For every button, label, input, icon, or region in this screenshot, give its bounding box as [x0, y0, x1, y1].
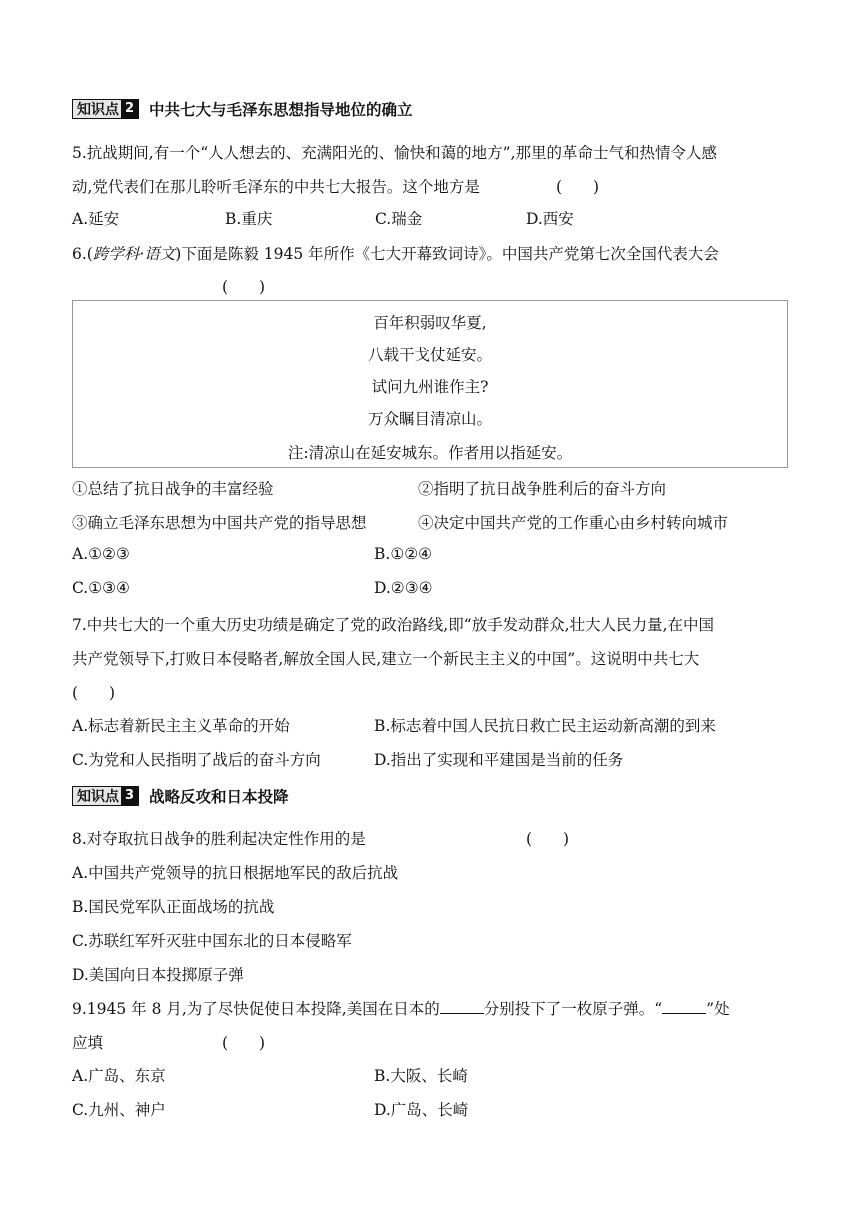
q7-option-a: A.标志着新民主主义革命的开始 [72, 717, 290, 735]
q9-line1 [72, 997, 730, 1019]
q8-option-c: C.苏联红军歼灭驻中国东北的日本侵略军 [72, 932, 352, 950]
q6-option-c: C.①③④ [72, 579, 130, 597]
q9-option-b: B.大阪、长崎 [374, 1067, 468, 1085]
knowledge-point-badge [72, 786, 139, 806]
q8-answer-blank: ( ) [526, 830, 570, 848]
section-title: 战略反攻和日本投降 [149, 788, 289, 806]
q6-answer-blank: ( ) [222, 278, 266, 296]
q6-option-d: D.②③④ [374, 579, 433, 597]
q6-option-a: A.①②③ [72, 545, 130, 563]
q5-answer-blank: ( ) [556, 178, 600, 196]
poem-line-2: 八载干戈仗延安。 [367, 346, 492, 364]
q9-text-b: 分别投下了一枚原子弹。“ [483, 1000, 663, 1018]
q5-option-d: D.西安 [526, 210, 574, 228]
q6-item-2: ②指明了抗日战争胜利后的奋斗方向 [418, 480, 667, 498]
q5-line2: 动,党代表们在那儿聆听毛泽东的中共七大报告。这个地方是 [72, 178, 480, 196]
q6-item-1: ①总结了抗日战争的丰富经验 [72, 480, 274, 498]
q7-answer-blank: ( ) [72, 684, 116, 702]
fill-blank [440, 999, 484, 1014]
poem-line-3: 试问九州谁作主? [371, 378, 489, 396]
poem-note: 注:清凉山在延安城东。作者用以指延安。 [287, 444, 573, 462]
q9-option-d: D.广岛、长崎 [374, 1101, 469, 1119]
badge-number: 2 [121, 100, 138, 118]
q6-line1 [72, 242, 719, 264]
q6-tag: 跨学科·语文 [92, 245, 176, 263]
q6-prefix: 6.( [72, 245, 93, 263]
section-header-2 [72, 98, 413, 120]
q9-line2: 应填 [72, 1034, 104, 1052]
q7-line2: 共产党领导下,打败日本侵略者,解放全国人民,建立一个新民主主义的中国”。这说明中共七大 [72, 650, 700, 668]
q7-option-c: C.为党和人民指明了战后的奋斗方向 [72, 751, 321, 769]
q5-option-c: C.瑞金 [375, 210, 423, 228]
q5-line1: 5.抗战期间,有一个“人人想去的、充满阳光的、愉快和蔼的地方”,那里的革命士气和热情令人感 [72, 144, 717, 162]
q7-option-d: D.指出了实现和平建国是当前的任务 [374, 751, 624, 769]
knowledge-point-badge [72, 99, 139, 119]
q8-option-b: B.国民党军队正面战场的抗战 [72, 898, 275, 916]
badge-number: 3 [121, 787, 138, 805]
poem-box [72, 300, 788, 468]
q6-item-3: ③确立毛泽东思想为中国共产党的指导思想 [72, 514, 367, 532]
q9-text-c: ”处 [706, 1000, 730, 1018]
q7-option-b: B.标志着中国人民抗日救亡民主运动新高潮的到来 [374, 717, 716, 735]
q8-option-a: A.中国共产党领导的抗日根据地军民的敌后抗战 [72, 864, 399, 882]
poem-line-1: 百年积弱叹华夏, [373, 314, 487, 332]
q9-option-c: C.九州、神户 [72, 1101, 166, 1119]
q8-option-d: D.美国向日本投掷原子弹 [72, 966, 244, 984]
q9-option-a: A.广岛、东京 [72, 1067, 166, 1085]
q9-answer-blank: ( ) [222, 1034, 266, 1052]
section-title: 中共七大与毛泽东思想指导地位的确立 [149, 101, 413, 119]
badge-label: 知识点 [77, 789, 119, 805]
q6-option-b: B.①②④ [374, 545, 433, 563]
badge-label: 知识点 [77, 102, 119, 118]
q8-line1: 8.对夺取抗日战争的胜利起决定性作用的是 [72, 830, 366, 848]
q9-text-a: 9.1945 年 8 月,为了尽快促使日本投降,美国在日本的 [72, 1000, 440, 1018]
q7-line1: 7.中共七大的一个重大历史功绩是确定了党的政治路线,即“放手发动群众,壮大人民力量,在中国 [72, 616, 714, 634]
q6-line1-rest: )下面是陈毅 1945 年所作《七大开幕致词诗》。中国共产党第七次全国代表大会 [175, 245, 719, 263]
q5-option-b: B.重庆 [225, 210, 273, 228]
section-header-3 [72, 785, 289, 807]
q6-item-4: ④决定中国共产党的工作重心由乡村转向城市 [418, 514, 729, 532]
q5-option-a: A.延安 [72, 210, 120, 228]
poem-line-4: 万众瞩目清凉山。 [367, 410, 492, 428]
fill-blank [662, 999, 706, 1014]
